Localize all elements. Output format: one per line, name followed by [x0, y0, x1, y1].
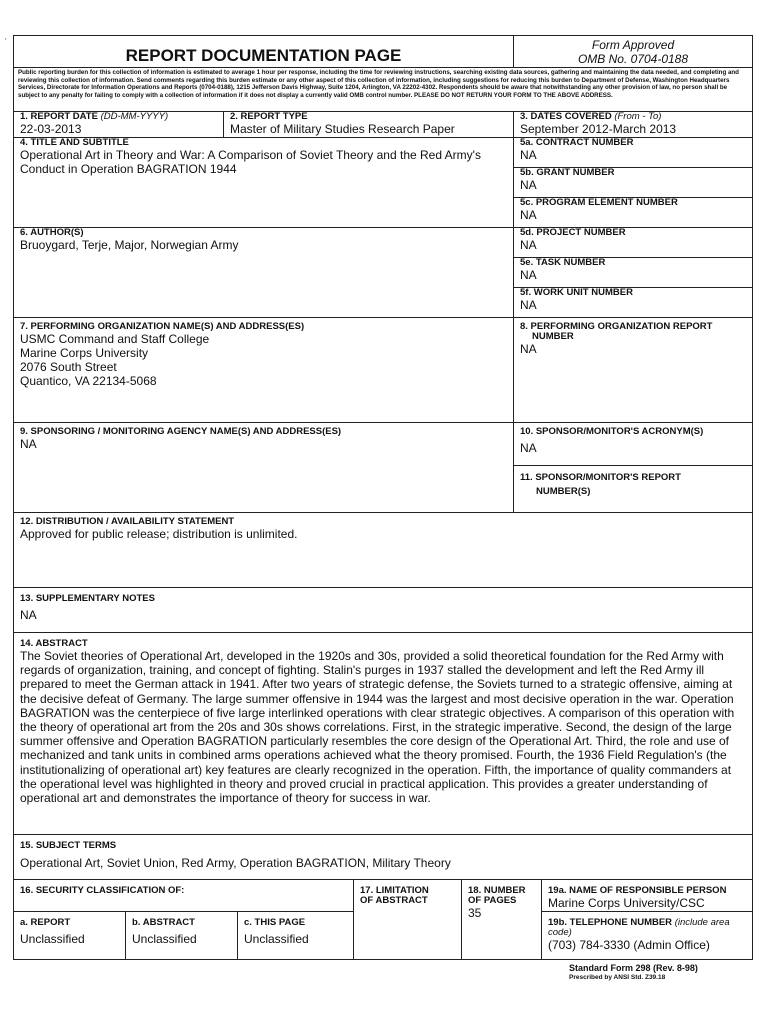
grant-number-cell[interactable]: [513, 167, 753, 198]
report-type-value: Master of Military Studies Research Paper: [230, 122, 455, 136]
report-class-cell[interactable]: [13, 911, 126, 960]
report-date-hint: (DD-MM-YYYY): [100, 111, 169, 122]
subject-terms-value: Operational Art, Soviet Union, Red Army, Operation BAGRATION, Military Theory: [20, 856, 451, 870]
sponsoring-agency-cell[interactable]: [13, 422, 514, 513]
subject-terms-label: 15. SUBJECT TERMS: [20, 840, 117, 851]
form-approved: Form Approved: [591, 38, 675, 52]
report-date-label: 1. REPORT DATE: [20, 111, 98, 122]
omb-cell: [513, 35, 753, 68]
sponsor-acronym-label: 10. SPONSOR/MONITOR'S ACRONYM(S): [520, 426, 704, 437]
sponsor-report-label-2: NUMBER(S): [536, 486, 591, 497]
grant-number-label: 5b. GRANT NUMBER: [520, 167, 615, 178]
performing-report-label: 8. PERFORMING ORGANIZATION REPORT: [520, 321, 713, 332]
authors-cell[interactable]: [13, 227, 514, 318]
distribution-label: 12. DISTRIBUTION / AVAILABILITY STATEMENT: [20, 516, 235, 527]
program-element-label: 5c. PROGRAM ELEMENT NUMBER: [520, 197, 678, 208]
performing-org-line: Marine Corps University: [20, 346, 149, 360]
page-class-label: c. THIS PAGE: [244, 917, 306, 928]
responsible-person-value: Marine Corps University/CSC: [548, 896, 705, 910]
work-unit-cell[interactable]: [513, 287, 753, 318]
standard-form-label: Standard Form 298 (Rev. 8-98): [569, 963, 698, 973]
performing-report-label-2: NUMBER: [532, 331, 574, 342]
title-cell: [13, 35, 514, 68]
security-class-label: 16. SECURITY CLASSIFICATION OF:: [20, 885, 185, 896]
performing-report-cell[interactable]: [513, 317, 753, 423]
task-number-label: 5e. TASK NUMBER: [520, 257, 606, 268]
supplementary-cell[interactable]: [13, 587, 753, 633]
prescribed-label: Prescribed by ANSI Std. Z39.18: [569, 974, 666, 981]
number-pages-value: 35: [468, 906, 482, 920]
sponsor-acronym-value: NA: [520, 441, 537, 455]
title-subtitle-label: 4. TITLE AND SUBTITLE: [20, 137, 129, 148]
distribution-cell[interactable]: [13, 512, 753, 588]
project-number-label: 5d. PROJECT NUMBER: [520, 227, 626, 238]
page-title: REPORT DOCUMENTATION PAGE: [125, 46, 402, 65]
abstract-class-cell[interactable]: [125, 911, 238, 960]
program-element-cell[interactable]: [513, 197, 753, 228]
performing-org-label: 7. PERFORMING ORGANIZATION NAME(S) AND ADDRESS(ES): [20, 321, 305, 332]
page-class-value: Unclassified: [244, 932, 309, 946]
dates-covered-hint: (From - To): [614, 111, 662, 122]
telephone-hint-2: code): [548, 927, 572, 938]
responsible-person-cell[interactable]: [541, 879, 753, 912]
report-documentation-form: [13, 35, 753, 959]
abstract-class-value: Unclassified: [132, 932, 197, 946]
abstract-cell[interactable]: [13, 632, 753, 835]
abstract-value: The Soviet theories of Operational Art, developed in the 1920s and 30s, provided a solid theoretical foundation for the Red Army with regards of organization, training, and concept of fighting. Stalin's purges in 1937 stalled the development and left the Red Army ill prepared to meet the German attack in 1941. After two years of strategic defense, the Soviets turned to a strategic offensive, aiming at the decisive defeat of Germany. The large summer offensive in 1944 was the largest and most decisive operation in the war. Operation BAGRATION was the centerpiece of five large interlinked operations with clear strategic objectives. A comparison of this operation with the theory of operational art from the 20s and 30s shows correlations. First, in the strategic imperative. Second, the design of the large summer offensive and Operation BAGRATION particularly resembles the core design of the Operational Art. Third, the role and use of mechanized and tank units in combined arms operations achieved what the theory promised. Fourth, the 1936 Field Regulation's (the institutionalizing of operational art) key features are clearly recognized in the operation. Fifth, the importance of quality commanders at the operational level was highlighted in theory and proved crucial in practical application. This provides a greater understanding of operational art and demonstrates the importance of theory for success in war.: [20, 649, 735, 806]
distribution-value: Approved for public release; distribution is unlimited.: [20, 527, 298, 541]
sponsoring-agency-label: 9. SPONSORING / MONITORING AGENCY NAME(S) AND ADDRESS(ES): [20, 426, 342, 437]
telephone-label: 19b. TELEPHONE NUMBER: [548, 917, 673, 928]
sponsor-report-label: 11. SPONSOR/MONITOR'S REPORT: [520, 472, 681, 483]
abstract-class-label: b. ABSTRACT: [132, 917, 195, 928]
grant-number-value: NA: [520, 178, 537, 192]
number-pages-cell[interactable]: [461, 879, 542, 960]
dates-covered-label: 3. DATES COVERED: [520, 111, 612, 122]
limitation-label-2: OF ABSTRACT: [360, 895, 428, 906]
contract-number-cell[interactable]: [513, 137, 753, 168]
sponsor-report-cell[interactable]: [513, 465, 753, 513]
performing-org-line: USMC Command and Staff College: [20, 332, 210, 346]
number-pages-label-2: OF PAGES: [468, 895, 517, 906]
project-number-cell[interactable]: [513, 227, 753, 258]
security-class-cell: [13, 879, 354, 912]
project-number-value: NA: [520, 238, 537, 252]
dates-covered-value: September 2012-March 2013: [520, 122, 677, 136]
burden-notice: Public reporting burden for this collection of information is estimated to average 1 hour per response, including the time for reviewing instructions, searching existing data sources, gathering and maintaining the data needed, and completing and reviewing this collection of information. Send comments regarding this burden estimate or any other aspect of this collection of information, including suggestions for reducing this burden to Department of Defense, Washington Headquarters Services, Directorate for Information Operations and Reports (0704-0188), 1215 Jefferson Davis Highway, Suite 1204, Arlington, VA 22202-4302. Respondents should be aware that notwithstanding any other provision of law, no person shall be subject to any penalty for failing to comply with a collection of information if it does not display a currently valid OMB control number. PLEASE DO NOT RETURN YOUR FORM TO THE ABOVE ADDRESS.: [18, 69, 739, 99]
report-date-cell[interactable]: [13, 111, 224, 138]
page-class-cell[interactable]: [237, 911, 354, 960]
telephone-hint: (include area: [674, 917, 730, 928]
authors-value: Bruoygard, Terje, Major, Norwegian Army: [20, 238, 239, 252]
sponsoring-agency-value: NA: [20, 437, 37, 451]
report-class-value: Unclassified: [20, 932, 85, 946]
title-subtitle-cell[interactable]: [13, 137, 514, 228]
report-date-value: 22-03-2013: [20, 122, 82, 136]
authors-label: 6. AUTHOR(S): [20, 227, 84, 238]
report-class-label: a. REPORT: [20, 917, 71, 928]
dates-covered-cell[interactable]: [513, 111, 753, 138]
subject-terms-cell[interactable]: [13, 834, 753, 880]
corner-mark: ': [5, 37, 7, 46]
report-type-label: 2. REPORT TYPE: [230, 111, 308, 122]
number-pages-label: 18. NUMBER: [468, 885, 526, 896]
work-unit-value: NA: [520, 298, 537, 312]
performing-org-line: Quantico, VA 22134-5068: [20, 374, 157, 388]
performing-org-cell[interactable]: [13, 317, 514, 423]
contract-number-label: 5a. CONTRACT NUMBER: [520, 137, 634, 148]
supplementary-label: 13. SUPPLEMENTARY NOTES: [20, 593, 155, 604]
responsible-person-label: 19a. NAME OF RESPONSIBLE PERSON: [548, 885, 727, 896]
report-type-cell[interactable]: [223, 111, 514, 138]
abstract-label: 14. ABSTRACT: [20, 638, 88, 649]
burden-notice-cell: [13, 67, 753, 112]
limitation-cell[interactable]: [353, 879, 462, 960]
telephone-cell[interactable]: [541, 911, 753, 960]
performing-org-line: 2076 South Street: [20, 360, 117, 374]
supplementary-value: NA: [20, 608, 37, 622]
omb-number: OMB No. 0704-0188: [577, 52, 689, 66]
telephone-value: (703) 784-3330 (Admin Office): [548, 938, 710, 952]
limitation-label: 17. LIMITATION: [360, 885, 429, 896]
contract-number-value: NA: [520, 148, 537, 162]
performing-report-value: NA: [520, 342, 537, 356]
title-subtitle-value: Operational Art in Theory and War: A Comparison of Soviet Theory and the Red Army's Conduct in Operation BAGRATION 1944: [20, 148, 481, 176]
sponsor-acronym-cell[interactable]: [513, 422, 753, 466]
work-unit-label: 5f. WORK UNIT NUMBER: [520, 287, 633, 298]
task-number-cell[interactable]: [513, 257, 753, 288]
program-element-value: NA: [520, 208, 537, 222]
task-number-value: NA: [520, 268, 537, 282]
